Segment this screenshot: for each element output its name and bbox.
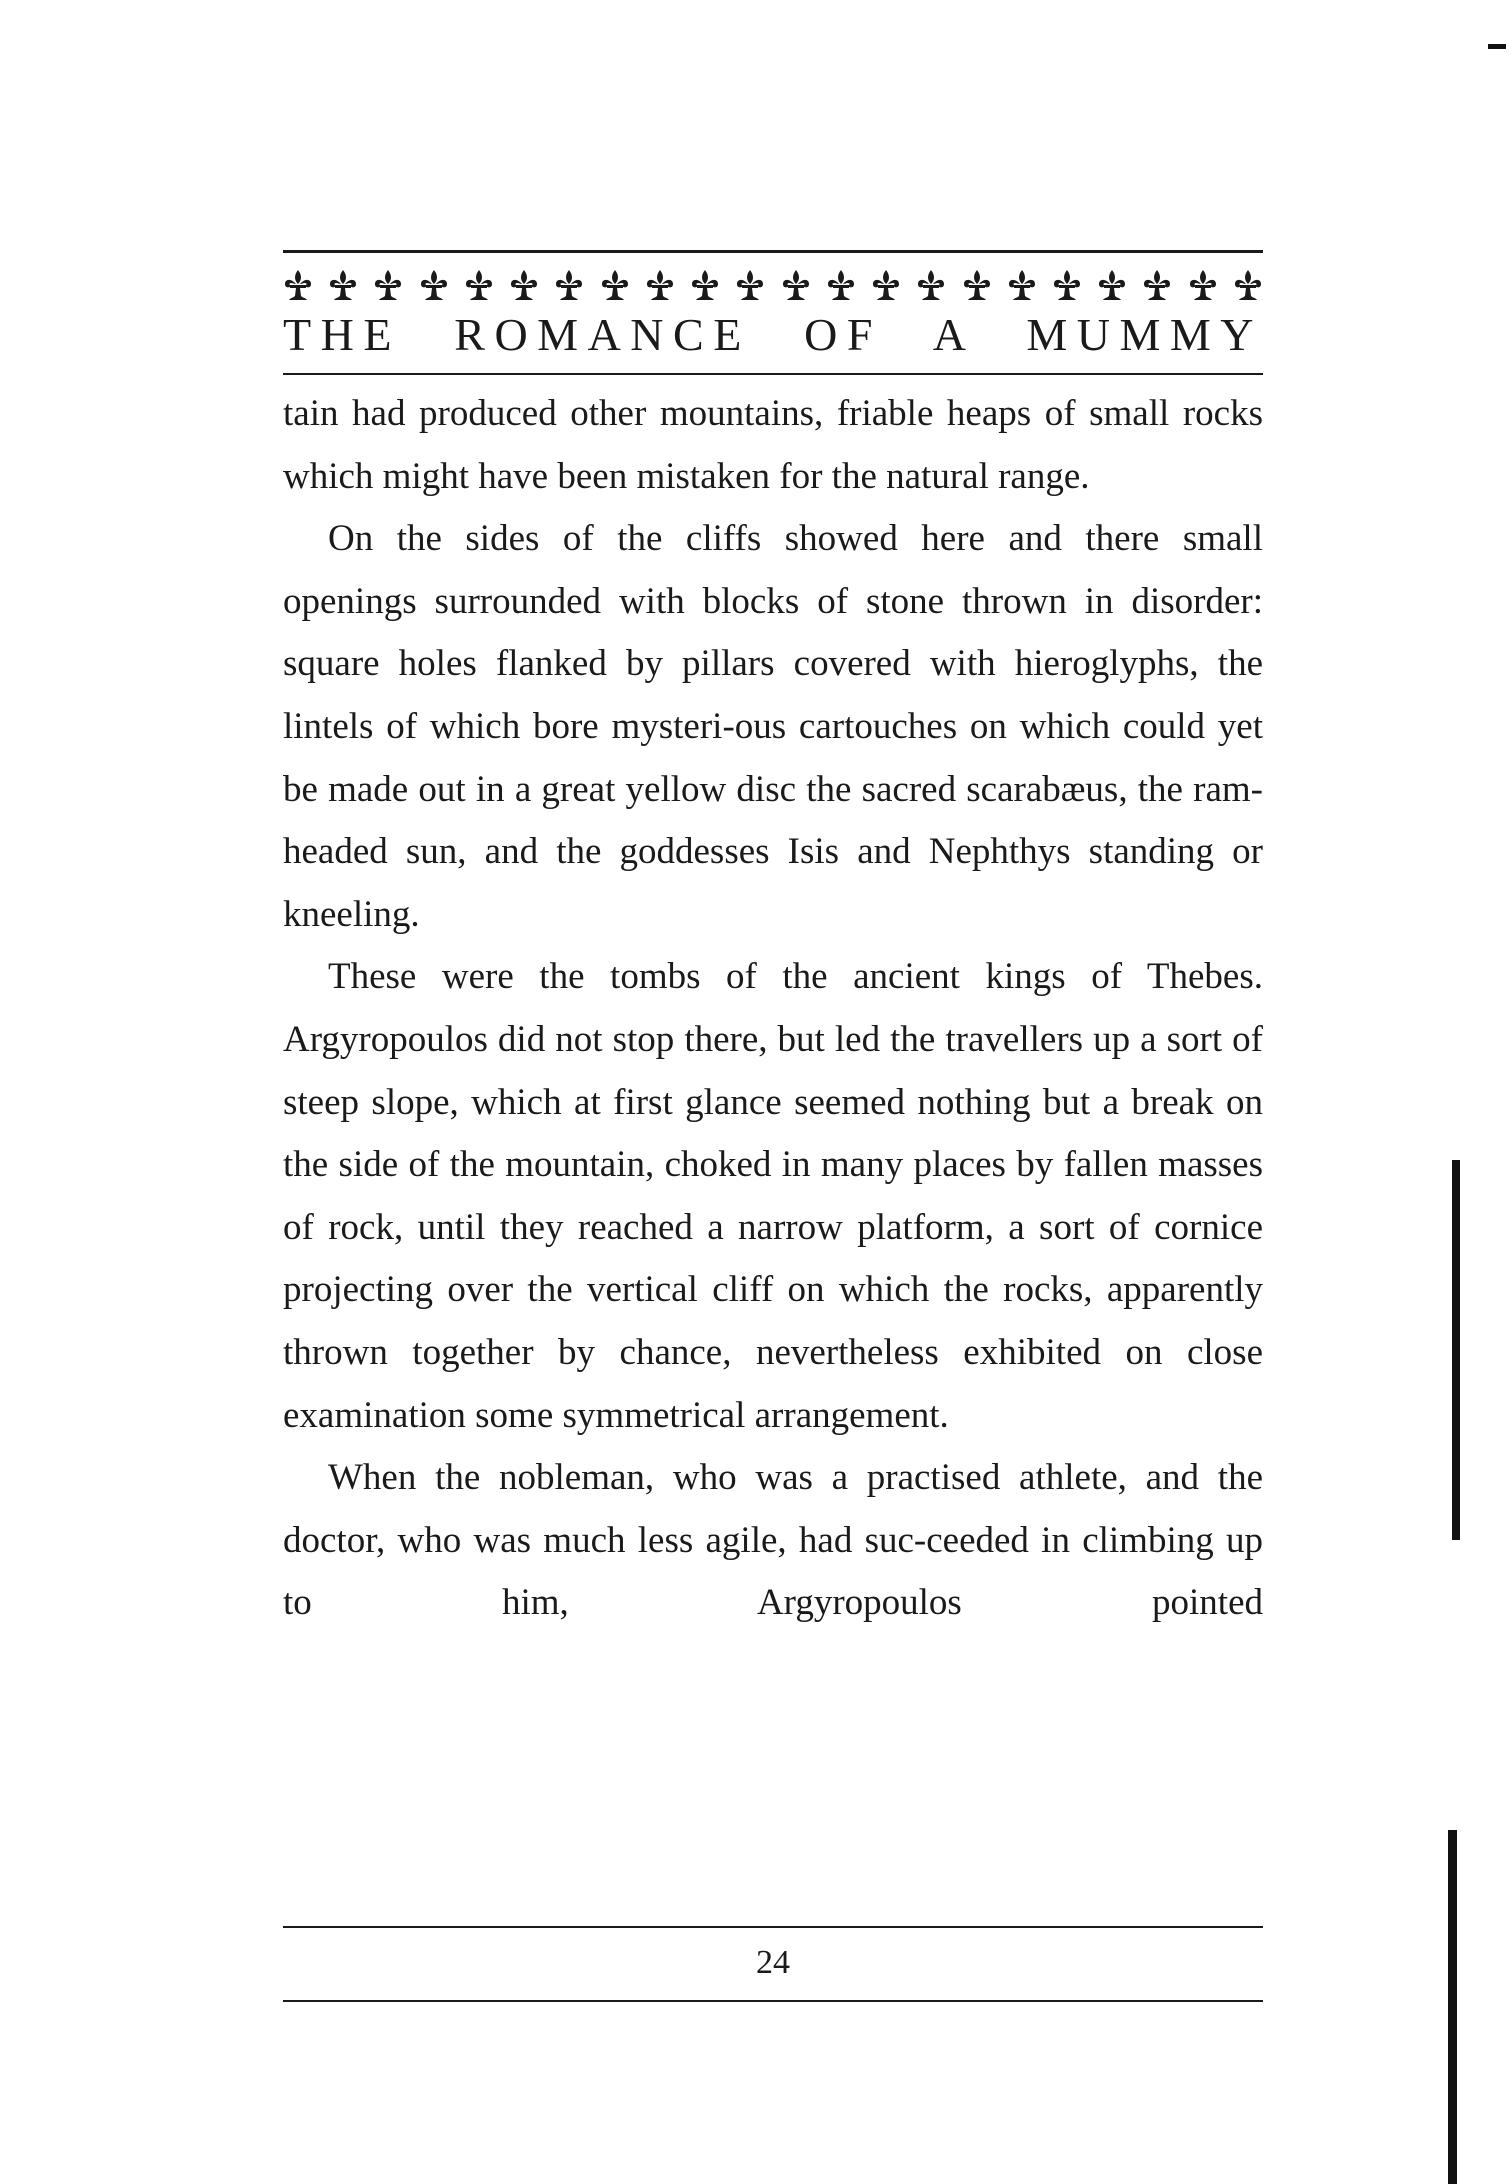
fleur-de-lis-icon: [1052, 269, 1082, 301]
footer-bottom-rule: [283, 2000, 1263, 2002]
paragraph-1: tain had produced other mountains, friable heaps of small rocks which might have been mistaken for the natural range.: [283, 393, 1263, 497]
paragraph-2: On the sides of the cliffs showed here and there small openings surrounded with blocks of stone thrown in disorder: square holes flanked by pillars covered with hieroglyphs, the lintels of which bore mysteri-ous cartouches on which could yet be made out in a great yellow disc the sacred scarabæus, the ram-headed sun, and the goddesses Isis and Nephthys standing or kneeling.: [283, 518, 1263, 935]
page-number: 24: [756, 1944, 790, 1981]
fleur-de-lis-icon: [373, 269, 403, 301]
footer-top-rule: [283, 1926, 1263, 1928]
fleur-de-lis-icon: [1142, 269, 1172, 301]
running-title: THE ROMANCE OF A MUMMY: [283, 309, 1263, 360]
fleur-de-lis-icon: [1097, 269, 1127, 301]
fleur-de-lis-icon: [464, 269, 494, 301]
fleur-de-lis-icon: [554, 269, 584, 301]
top-rule: [283, 250, 1263, 253]
fleur-de-lis-icon: [690, 269, 720, 301]
fleur-de-lis-icon: [781, 269, 811, 301]
fleur-de-lis-icon: [735, 269, 765, 301]
fleur-de-lis-icon: [509, 269, 539, 301]
fleur-de-lis-icon: [419, 269, 449, 301]
fleur-de-lis-icon: [826, 269, 856, 301]
fleur-de-lis-icon: [1233, 269, 1263, 301]
paragraph-4: When the nobleman, who was a practised athlete, and the doctor, who was much less agile, had suc-ceeded in climbing up to him, Argyropoulos pointed: [283, 1457, 1263, 1624]
fleur-de-lis-icon: [962, 269, 992, 301]
fleur-de-lis-icon: [645, 269, 675, 301]
ornament-border: [283, 265, 1263, 305]
fleur-de-lis-icon: [283, 269, 313, 301]
fleur-de-lis-icon: [871, 269, 901, 301]
header-rule: [283, 373, 1263, 375]
fleur-de-lis-icon: [1188, 269, 1218, 301]
scan-edge-mark-middle: [1452, 1160, 1460, 1540]
fleur-de-lis-icon: [916, 269, 946, 301]
body-text: [283, 383, 1263, 1635]
page-footer: [283, 1926, 1263, 2002]
fleur-de-lis-icon: [1007, 269, 1037, 301]
scan-edge-mark-bottom: [1448, 1830, 1457, 2184]
fleur-de-lis-icon: [328, 269, 358, 301]
scan-edge-mark-top: [1488, 44, 1506, 49]
fleur-de-lis-icon: [600, 269, 630, 301]
page-header-block: [283, 250, 1263, 1635]
paragraph-3: These were the tombs of the ancient kings of Thebes. Argyropoulos did not stop there, but led the travellers up a sort of steep slope, which at first glance seemed nothing but a break on the side of the mountain, choked in many places by fallen masses of rock, until they reached a narrow platform, a sort of cornice projecting over the vertical cliff on which the rocks, apparently thrown together by chance, nevertheless exhibited on close examination some symmetrical arrangement.: [283, 956, 1263, 1436]
